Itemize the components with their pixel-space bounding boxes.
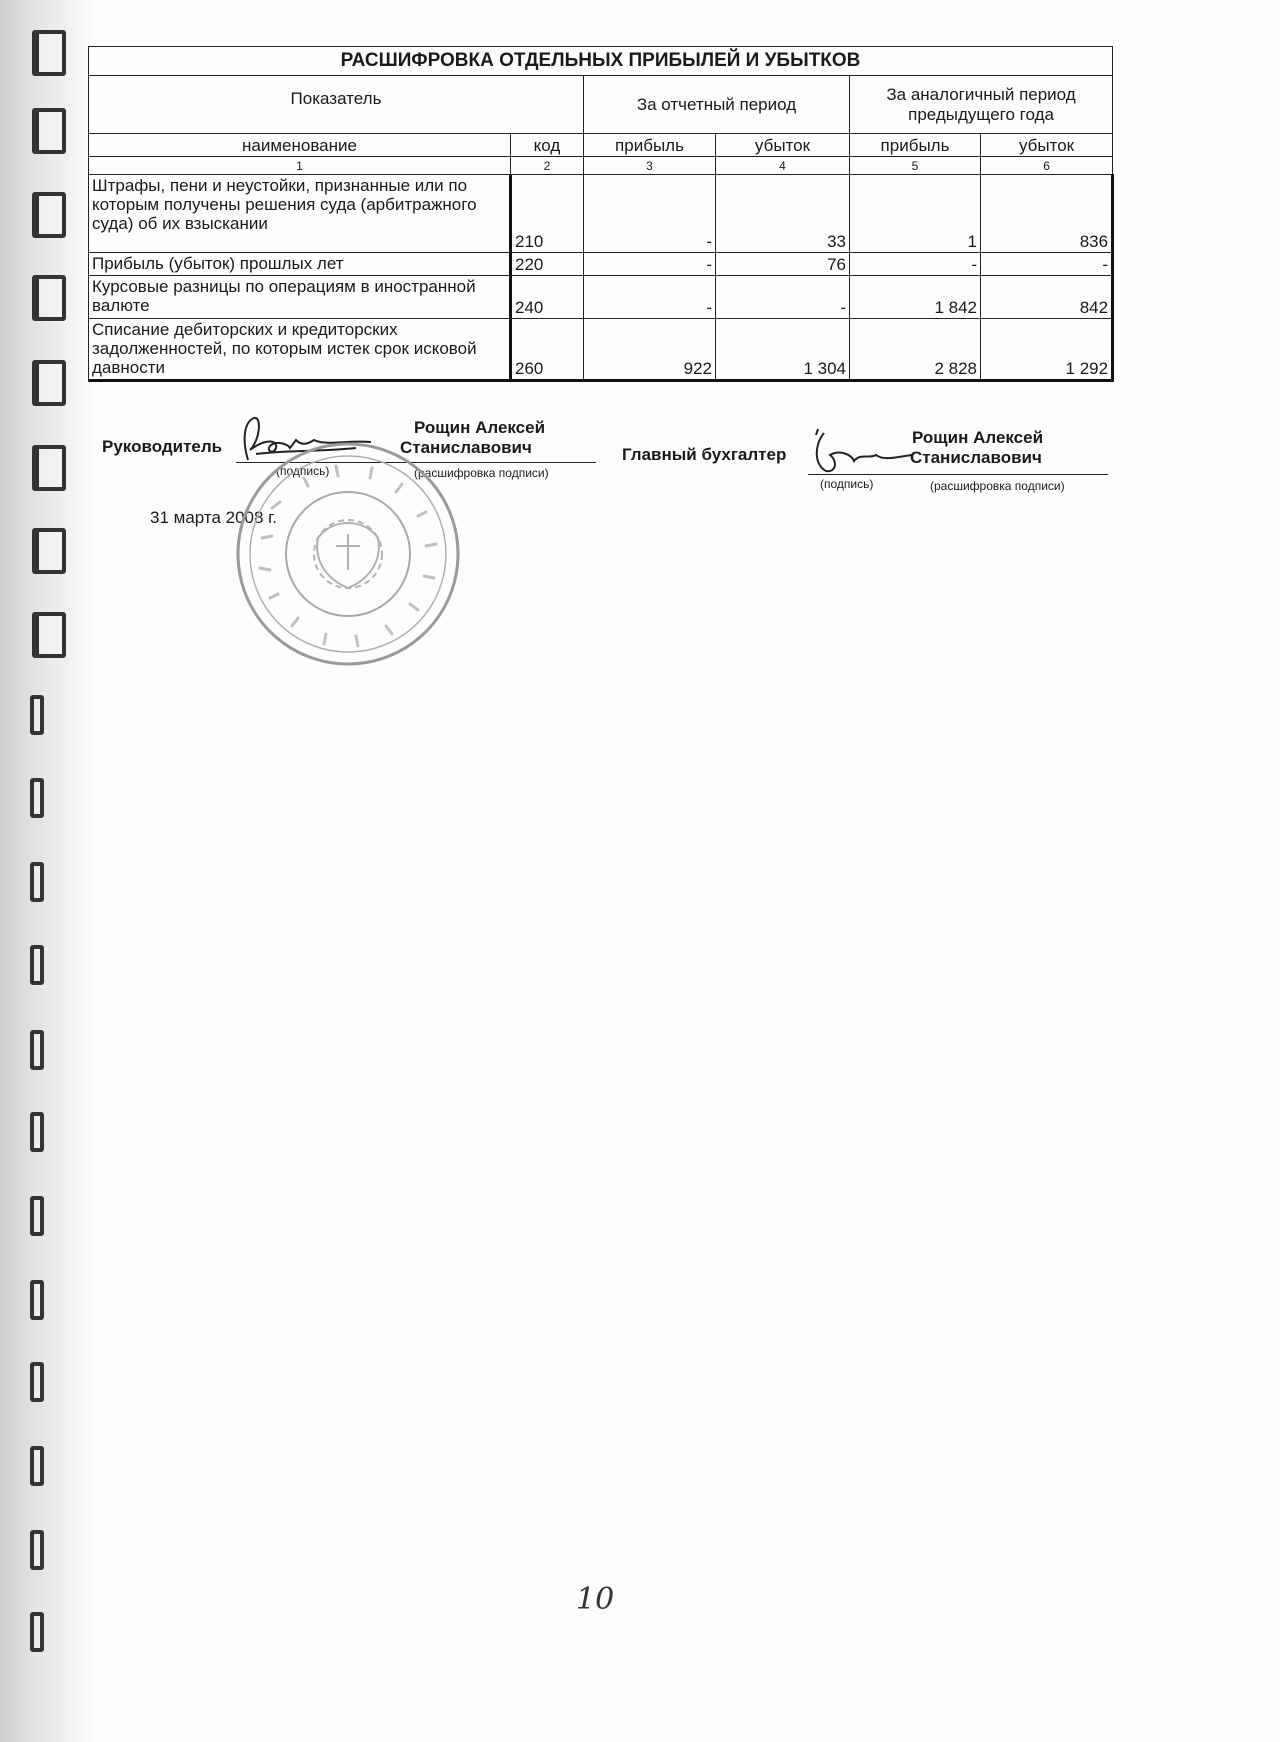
- row-code: 210: [511, 175, 584, 253]
- header-name: наименование: [89, 134, 511, 157]
- head-role-label: Руководитель: [102, 437, 223, 456]
- binding-ring: [32, 612, 66, 658]
- page-number: 10: [576, 1582, 615, 1617]
- column-number: 1: [89, 157, 511, 175]
- head-name-line1: Рощин Алексей: [414, 418, 546, 437]
- header-current-loss: убыток: [716, 134, 850, 157]
- binding-ring: [32, 445, 66, 491]
- row-name: Списание дебиторских и кредиторских задолженностей, по которым истек срок исковой давности: [89, 319, 511, 381]
- column-number: 6: [981, 157, 1113, 175]
- row-current-profit: -: [584, 253, 716, 276]
- row-current-profit: -: [584, 175, 716, 253]
- binding-ring: [30, 1612, 44, 1652]
- row-current-profit: 922: [584, 319, 716, 381]
- column-number: 4: [716, 157, 850, 175]
- table-row: [89, 175, 1113, 253]
- header-previous-loss: убыток: [981, 134, 1113, 157]
- header-indicator: Показатель: [89, 76, 584, 134]
- row-code: 260: [511, 319, 584, 381]
- binding-ring: [32, 108, 66, 154]
- row-current-loss: 76: [716, 253, 850, 276]
- row-code: 240: [511, 276, 584, 319]
- binding-ring: [32, 192, 66, 238]
- binding-ring: [30, 1362, 44, 1402]
- row-current-loss: 33: [716, 175, 850, 253]
- binding-ring: [32, 528, 66, 574]
- row-previous-profit: 2 828: [850, 319, 981, 381]
- binding-ring: [30, 1112, 44, 1152]
- company-seal-icon: [232, 438, 464, 670]
- table-row: [89, 253, 1113, 276]
- row-current-loss: 1 304: [716, 319, 850, 381]
- header-current-profit: прибыль: [584, 134, 716, 157]
- accountant-signature-caption: (подпись): [820, 477, 874, 491]
- binding-edge: [0, 0, 95, 1742]
- table-title: РАСШИФРОВКА ОТДЕЛЬНЫХ ПРИБЫЛЕЙ И УБЫТКОВ: [89, 47, 1113, 76]
- row-previous-profit: 1 842: [850, 276, 981, 319]
- column-number: 5: [850, 157, 981, 175]
- table-row: [89, 276, 1113, 319]
- binding-ring: [30, 1280, 44, 1320]
- table-row: [89, 319, 1113, 381]
- binding-ring: [32, 275, 66, 321]
- accountant-name-line2: Станиславович: [910, 448, 1042, 467]
- binding-ring: [30, 945, 44, 985]
- row-previous-loss: 836: [981, 175, 1113, 253]
- row-previous-profit: -: [850, 253, 981, 276]
- document-date: 31 марта 2008 г.: [150, 508, 278, 527]
- header-previous-period: За аналогичный период предыдущего года: [850, 76, 1113, 134]
- head-name-line2: Станиславович: [400, 438, 532, 457]
- accountant-signature-scribble: [800, 425, 920, 480]
- binding-ring: [30, 862, 44, 902]
- row-current-loss: -: [716, 276, 850, 319]
- accountant-signature-line: [808, 474, 1108, 475]
- accountant-name-line1: Рощин Алексей: [912, 428, 1044, 447]
- head-signature-caption: (подпись): [276, 464, 330, 478]
- accountant-role-label: Главный бухгалтер: [622, 445, 787, 464]
- accountant-name: [910, 428, 1043, 468]
- header-previous-profit: прибыль: [850, 134, 981, 157]
- row-current-profit: -: [584, 276, 716, 319]
- row-code: 220: [511, 253, 584, 276]
- binding-ring: [30, 1446, 44, 1486]
- binding-ring: [30, 695, 44, 735]
- binding-ring: [32, 30, 66, 76]
- header-current-period: За отчетный период: [584, 76, 850, 134]
- binding-ring: [30, 778, 44, 818]
- head-decode-caption: (расшифровка подписи): [414, 466, 549, 480]
- profit-loss-table: [88, 46, 1114, 382]
- column-number: 2: [511, 157, 584, 175]
- row-previous-profit: 1: [850, 175, 981, 253]
- row-previous-loss: 1 292: [981, 319, 1113, 381]
- binding-ring: [32, 360, 66, 406]
- binding-ring: [30, 1530, 44, 1570]
- header-code: код: [511, 134, 584, 157]
- binding-ring: [30, 1030, 44, 1070]
- row-previous-loss: -: [981, 253, 1113, 276]
- row-name: Штрафы, пени и неустойки, признанные или по которым получены решения суда (арбитражного суда) об их взыскании: [89, 175, 511, 253]
- column-number: 3: [584, 157, 716, 175]
- accountant-decode-caption: (расшифровка подписи): [930, 479, 1065, 493]
- row-name: Прибыль (убыток) прошлых лет: [89, 253, 511, 276]
- binding-ring: [30, 1196, 44, 1236]
- row-name: Курсовые разницы по операциям в иностранной валюте: [89, 276, 511, 319]
- row-previous-loss: 842: [981, 276, 1113, 319]
